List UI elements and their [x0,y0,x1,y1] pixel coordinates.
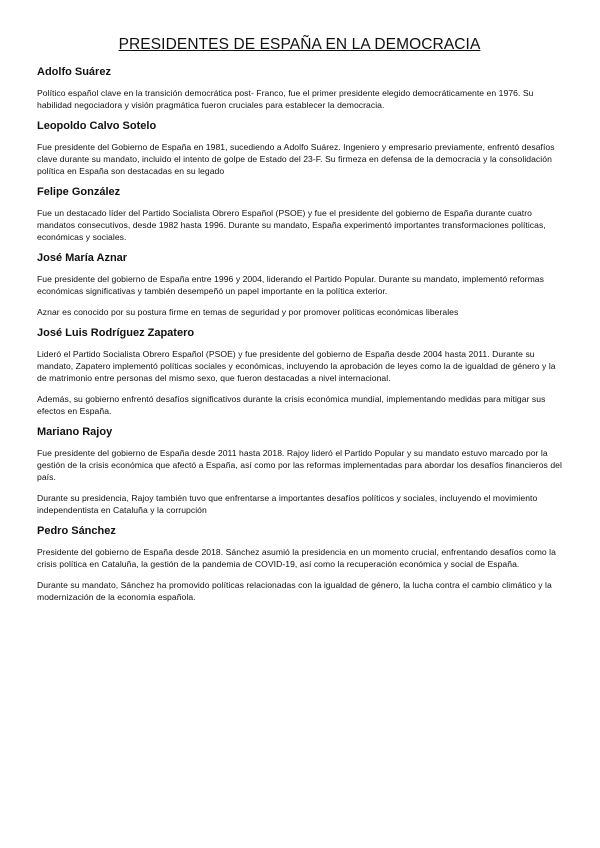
section-heading: Felipe González [37,186,121,198]
section-paragraph: Presidente del gobierno de España desde 2018. Sánchez asumió la presidencia en un momento crucial, enfrentando desafíos como la crisis política en Cataluña, la gestión de la pandemia de COVID-19, así como la recuperación económica y social de España. [37,547,556,569]
section-leopoldo-calvo-sotelo [37,120,562,177]
section-heading: José Luis Rodríguez Zapatero [37,327,195,339]
section-heading: Pedro Sánchez [37,525,116,537]
section-heading: Adolfo Suárez [37,66,111,78]
section-paragraph: Político español clave en la transición democrática post- Franco, fue el primer presidente elegido democráticamente en 1976. Su habilidad negociadora y visión pragmática fueron cruciales para establecer la democracia. [37,88,534,110]
section-jose-luis-rodriguez-zapatero [37,327,562,417]
section-pedro-sanchez [37,525,562,603]
section-jose-maria-aznar [37,252,562,318]
section-felipe-gonzalez [37,186,562,243]
section-paragraph: Fue un destacado líder del Partido Socialista Obrero Español (PSOE) y fue el presidente del gobierno de España durante cuatro mandatos consecutivos, desde 1982 hasta 1996. Durante su mandato, España experimentó importantes transformaciones políticas, económicas y sociales. [37,208,546,242]
section-paragraph: Además, su gobierno enfrentó desafíos significativos durante la crisis económica mundial, implementando medidas para mitigar sus efectos en España. [37,394,546,416]
document-title: PRESIDENTES DE ESPAÑA EN LA DEMOCRACIA [118,36,481,53]
section-paragraph: Lideró el Partido Socialista Obrero Español (PSOE) y fue presidente del gobierno de España desde 2004 hasta 2011. Durante su mandato, Zapatero implementó políticas sociales y económicas, incluyendo la aprobación de leyes como la de igualdad de género y la de matrimonio entre personas del mismo sexo, que fueron destacadas a nivel internacional. [37,349,556,383]
section-heading: Leopoldo Calvo Sotelo [37,120,157,132]
section-paragraph: Durante su presidencia, Rajoy también tuvo que enfrentarse a importantes desafíos políticos y sociales, incluyendo el movimiento independentista en Cataluña y la corrupción [37,493,538,515]
section-paragraph: Fue presidente del gobierno de España desde 2011 hasta 2018. Rajoy lideró el Partido Popular y su mandato estuvo marcado por la gestión de la crisis económica que afectó a España, así como por las reformas implementadas para abordar los desafíos financieros del país. [37,448,562,482]
section-heading: Mariano Rajoy [37,426,113,438]
section-paragraph: Fue presidente del Gobierno de España en 1981, sucediendo a Adolfo Suárez. Ingeniero y empresario previamente, enfrentó desafíos clave durante su mandato, incluido el intento de golpe de Estado del 23-F. Su firmeza en defensa de la democracia y la consolidación política en España son destacadas en su legado [37,142,555,176]
section-paragraph: Fue presidente del gobierno de España entre 1996 y 2004, liderando el Partido Popular. Durante su mandato, implementó reformas económicas significativas y también desempeñó un papel importante en la política exterior. [37,274,544,296]
section-adolfo-suarez [37,66,562,111]
section-mariano-rajoy [37,426,562,516]
section-heading: José María Aznar [37,252,128,264]
section-paragraph: Aznar es conocido por su postura firme en temas de seguridad y por promover políticas económicas liberales [37,307,459,317]
section-paragraph: Durante su mandato, Sánchez ha promovido políticas relacionadas con la igualdad de género, la lucha contra el cambio climático y la modernización de la economía española. [37,580,552,602]
